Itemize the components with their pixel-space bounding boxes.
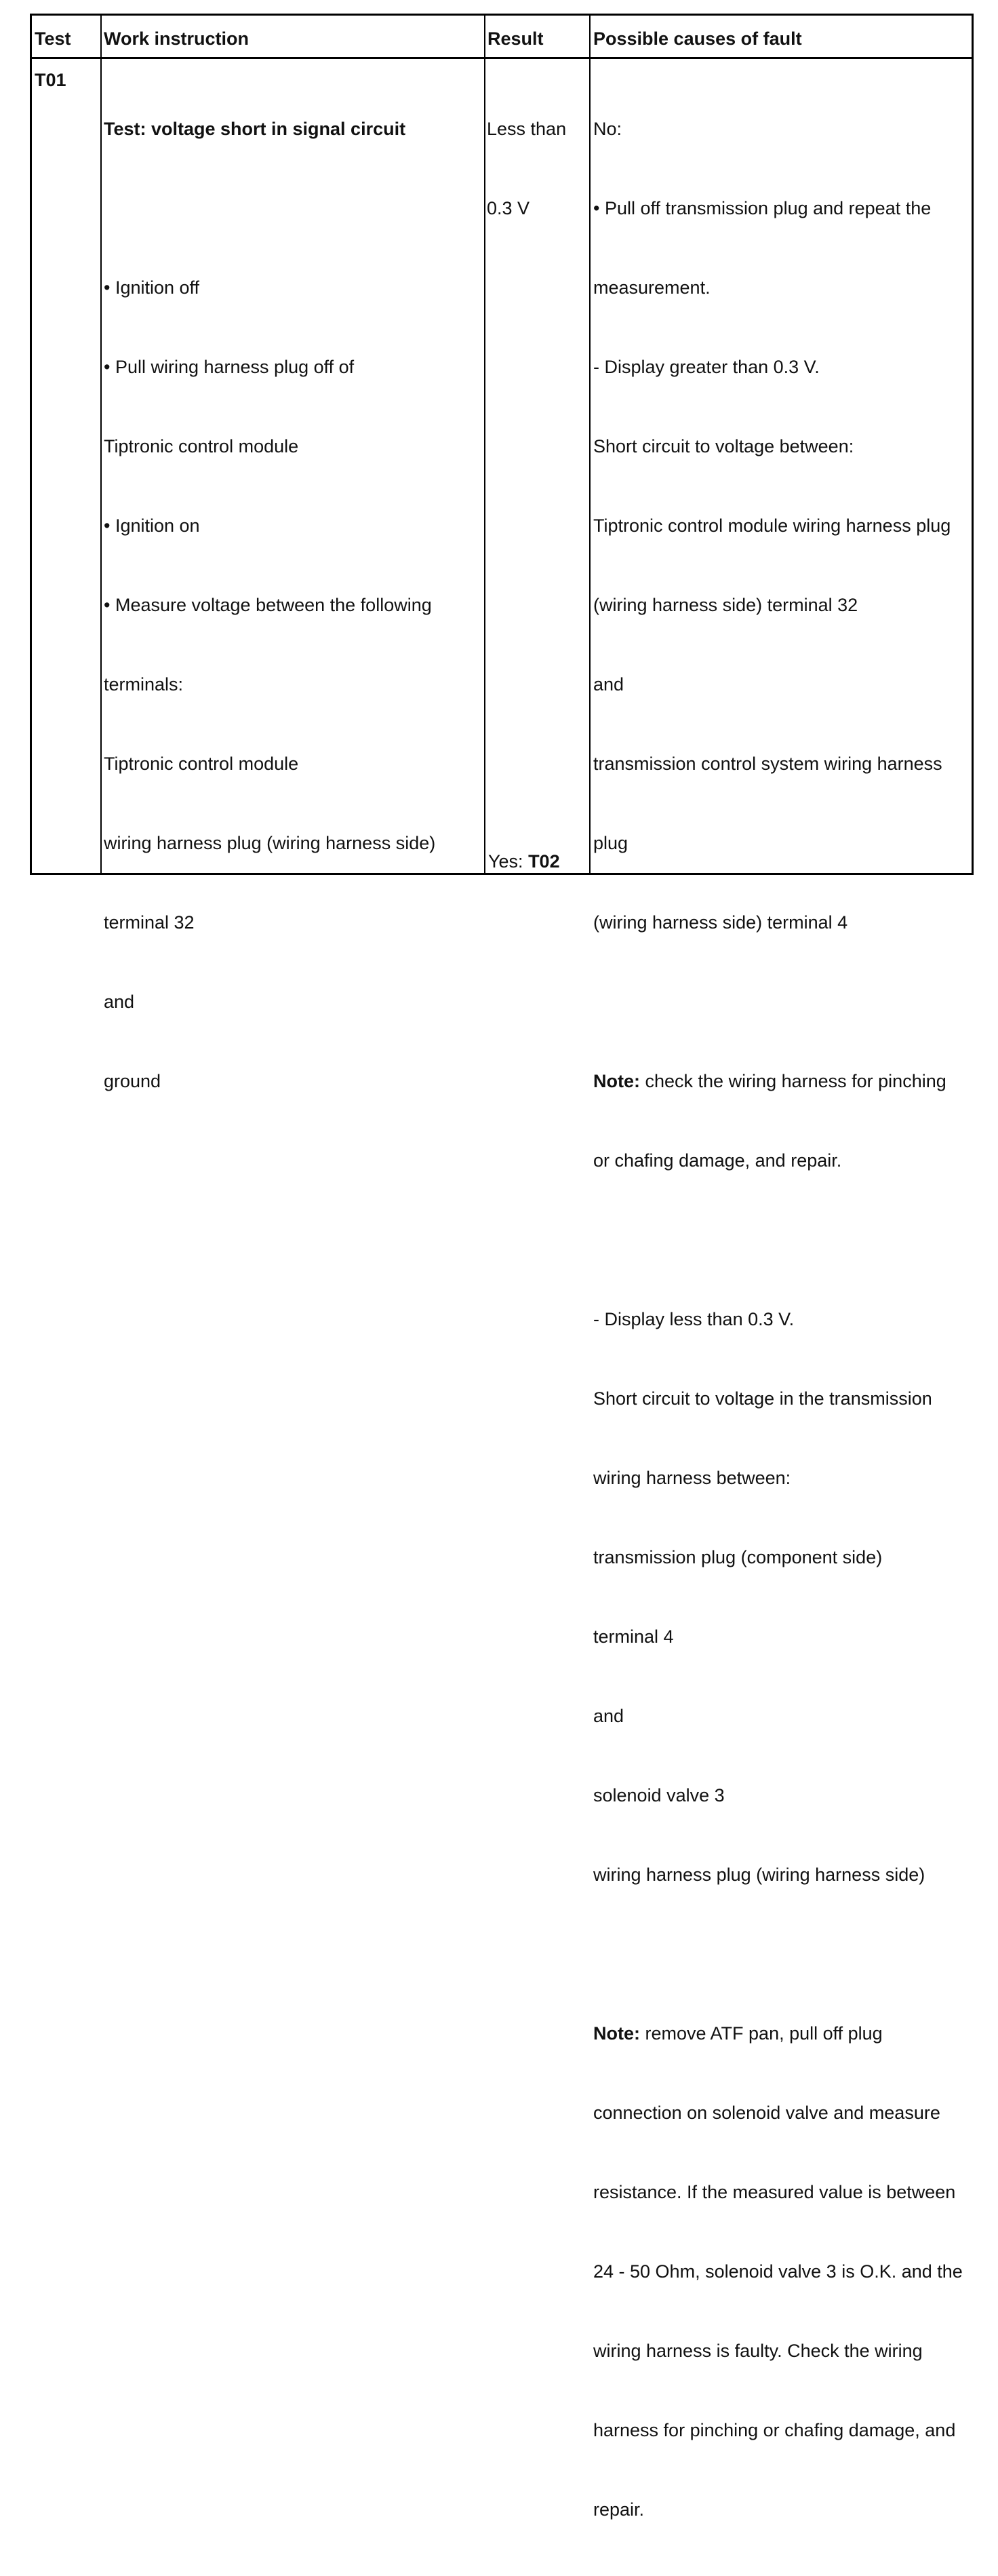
causes-line (593, 1227, 963, 1253)
causes-line: Short circuit to voltage in the transmission (593, 1388, 932, 1409)
column-divider (589, 16, 591, 873)
note-line: wiring harness is faulty. Check the wiring (593, 2341, 923, 2361)
causes-line: terminal 4 (593, 1626, 674, 1647)
note-line: or chafing damage, and repair. (593, 1150, 842, 1171)
work-instruction-line: wiring harness plug (wiring harness side) (104, 833, 436, 853)
result-line: 0.3 V (487, 198, 530, 218)
work-instruction-line (104, 195, 435, 222)
work-instruction-line: ground (104, 1071, 161, 1091)
note-line: resistance. If the measured value is between (593, 2182, 956, 2202)
causes-cell (593, 63, 963, 2576)
causes-line: and (593, 1706, 624, 1726)
causes-line: wiring harness between: (593, 1468, 791, 1488)
result-line: Less than (487, 119, 567, 139)
note-line (593, 2021, 963, 2047)
causes-line: measurement. (593, 277, 711, 298)
work-instruction-line: • Ignition on (104, 515, 200, 536)
work-instruction-line: terminal 32 (104, 912, 195, 933)
note-label: Note: (593, 1071, 640, 1091)
causes-line: and (593, 674, 624, 695)
work-instruction-line: Tiptronic control module (104, 754, 299, 774)
column-divider (100, 16, 102, 873)
causes-line (593, 989, 963, 1015)
work-instruction-line: and (104, 992, 135, 1012)
work-instruction-line: • Pull wiring harness plug off of (104, 357, 355, 377)
note-line: 24 - 50 Ohm, solenoid valve 3 is O.K. and the (593, 2261, 963, 2282)
work-instruction-line: • Ignition off (104, 277, 200, 298)
causes-line (593, 1941, 963, 1968)
header-result: Result (487, 28, 544, 49)
column-divider (484, 16, 485, 873)
test-id: T01 (35, 70, 66, 90)
header-test: Test (35, 28, 71, 49)
fault-test-table (30, 14, 974, 2520)
header-possible-causes: Possible causes of fault (593, 28, 802, 49)
result-yes-target: T02 (528, 851, 560, 872)
causes-line: solenoid valve 3 (593, 1785, 725, 1806)
header-work-instruction: Work instruction (104, 28, 250, 49)
causes-line: plug (593, 833, 628, 853)
note-label: Note: (593, 2023, 640, 2044)
causes-line: (wiring harness side) terminal 4 (593, 912, 848, 933)
causes-line: (wiring harness side) terminal 32 (593, 595, 858, 615)
causes-line: - Display greater than 0.3 V. (593, 357, 820, 377)
note-line (593, 1068, 963, 1095)
work-instruction-title: Test: voltage short in signal circuit (104, 119, 406, 139)
causes-line: • Pull off transmission plug and repeat the (593, 198, 932, 218)
causes-line: Tiptronic control module wiring harness plug (593, 515, 951, 536)
note-line: connection on solenoid valve and measure (593, 2103, 940, 2123)
note-text: check the wiring harness for pinching (640, 1071, 946, 1091)
note-text: remove ATF pan, pull off plug (640, 2023, 883, 2044)
result-yes (488, 848, 560, 875)
causes-line: - Display less than 0.3 V. (593, 1309, 795, 1329)
causes-line: transmission control system wiring harness (593, 754, 942, 774)
causes-line: wiring harness plug (wiring harness side) (593, 1865, 925, 1885)
header-divider (32, 57, 972, 59)
causes-line: No: (593, 119, 622, 139)
work-instruction-line: terminals: (104, 674, 184, 695)
note-line: repair. (593, 2499, 645, 2520)
note-line: harness for pinching or chafing damage, and (593, 2420, 956, 2440)
causes-line: transmission plug (component side) (593, 1547, 883, 1567)
result-cell (487, 63, 566, 275)
work-instruction-cell (104, 63, 435, 1148)
causes-line: Short circuit to voltage between: (593, 436, 854, 456)
work-instruction-line: • Measure voltage between the following (104, 595, 432, 615)
work-instruction-line: Tiptronic control module (104, 436, 299, 456)
result-yes-label: Yes: (488, 851, 529, 872)
